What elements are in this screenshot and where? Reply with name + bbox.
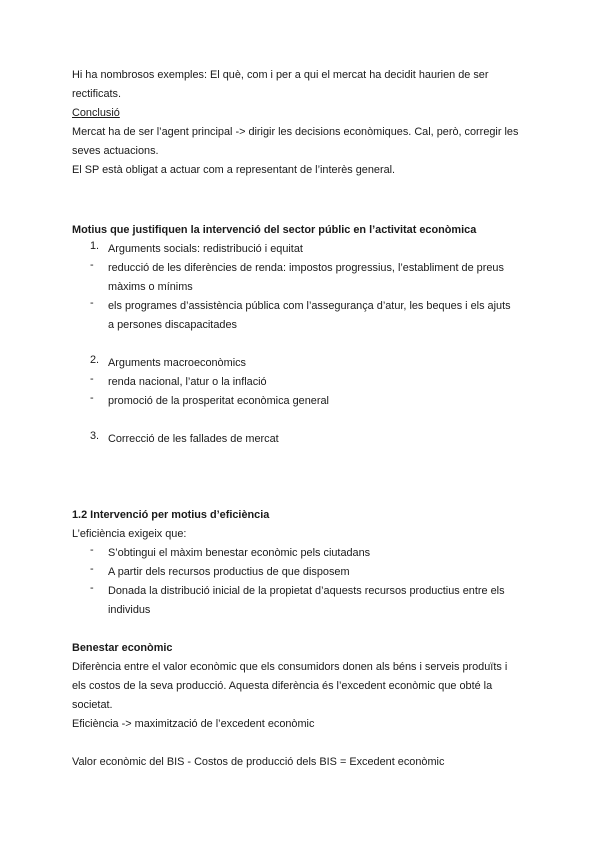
eficiencia-line: Eficiència -> maximització de l’excedent econòmic — [72, 718, 315, 730]
list-number: 3. — [90, 430, 100, 442]
formula-line: Valor econòmic del BIS - Costos de producció dels BIS = Excedent econòmic — [72, 756, 445, 768]
bullet-marker: - — [90, 259, 94, 271]
bullet-marker: - — [90, 297, 94, 309]
list-item-text: Donada la distribució inicial de la propietat d’aquests recursos productius entre els — [108, 585, 505, 597]
list-item-text: S’obtingui el màxim benestar econòmic pels ciutadans — [108, 547, 371, 559]
list-item-text: màxims o mínims — [108, 281, 193, 293]
list-item-text: a persones discapacitades — [108, 319, 237, 331]
bullet-marker: - — [90, 544, 94, 556]
intro-line-2: rectificats. — [72, 88, 122, 100]
eficiencia-intro: L’eficiència exigeix que: — [72, 528, 187, 540]
list-item-text: els programes d’assistència pública com l’assegurança d’atur, les beques i els ajuts — [108, 300, 511, 312]
bullet-marker: - — [90, 373, 94, 385]
list-item-title: Arguments macroeconòmics — [108, 357, 246, 369]
list-number: 2. — [90, 354, 100, 366]
conclusio-line-1: Mercat ha de ser l’agent principal -> dirigir les decisions econòmiques. Cal, però, corregir les — [72, 126, 519, 138]
bullet-marker: - — [90, 582, 94, 594]
motius-group-2 — [72, 354, 532, 373]
list-item — [72, 563, 532, 582]
document-page — [72, 66, 532, 772]
list-item — [72, 373, 532, 392]
list-item — [72, 259, 532, 297]
benestar-heading: Benestar econòmic — [72, 642, 173, 654]
list-item-text: promoció de la prosperitat econòmica general — [108, 395, 329, 407]
list-item — [72, 582, 532, 620]
list-item-text: individus — [108, 604, 151, 616]
intro-line-1: Hi ha nombrosos exemples: El què, com i per a qui el mercat ha decidit haurien de ser — [72, 69, 489, 81]
list-item-text: reducció de les diferències de renda: impostos progressius, l’establiment de preus — [108, 262, 504, 274]
conclusio-line-3: El SP està obligat a actuar com a representant de l’interès general. — [72, 164, 396, 176]
list-item-text: A partir dels recursos productius de que disposem — [108, 566, 350, 578]
motius-group-3 — [72, 430, 532, 449]
benestar-line-1: Diferència entre el valor econòmic que els consumidors donen als béns i serveis produïts i — [72, 661, 508, 673]
conclusio-line-2: seves actuacions. — [72, 145, 159, 157]
list-item-text: renda nacional, l’atur o la inflació — [108, 376, 267, 388]
benestar-line-3: societat. — [72, 699, 113, 711]
list-number: 1. — [90, 240, 100, 252]
motius-heading: Motius que justifiquen la intervenció del sector públic en l’activitat econòmica — [72, 224, 477, 236]
benestar-line-2: els costos de la seva producció. Aquesta diferència és l’excedent econòmic que obté la — [72, 680, 493, 692]
conclusio-heading: Conclusió — [72, 107, 120, 119]
list-item — [72, 544, 532, 563]
list-item — [72, 392, 532, 411]
motius-group-1 — [72, 240, 532, 259]
bullet-marker: - — [90, 563, 94, 575]
list-item — [72, 297, 532, 335]
list-item-title: Correcció de les fallades de mercat — [108, 433, 279, 445]
list-item-title: Arguments socials: redistribució i equitat — [108, 243, 303, 255]
bullet-marker: - — [90, 392, 94, 404]
eficiencia-heading: 1.2 Intervenció per motius d’eficiència — [72, 509, 270, 521]
